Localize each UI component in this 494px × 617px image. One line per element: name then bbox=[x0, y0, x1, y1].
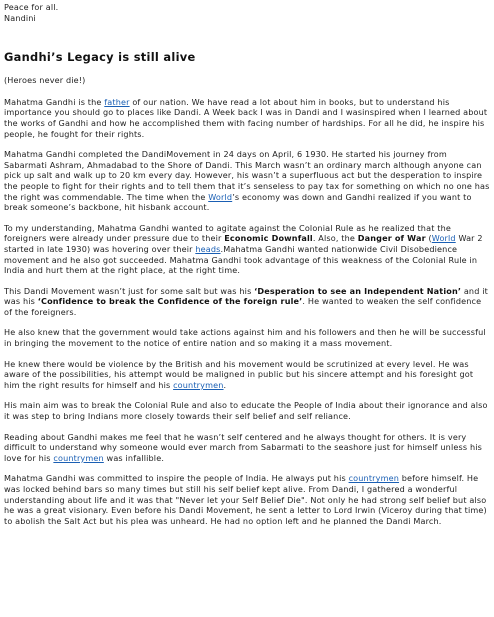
greeting-line: Peace for all. bbox=[4, 2, 59, 12]
article-subtitle: (Heroes never die!) bbox=[4, 75, 86, 86]
paragraph-text: He also knew that the government would take actions against him and his followers and then he will be successful in bringing the movement to the notice of entire nation and so making it a mass movement. bbox=[4, 327, 486, 349]
link-world[interactable]: World bbox=[431, 233, 456, 244]
link-heads[interactable]: heads bbox=[195, 243, 221, 254]
bold-text: ‘Desperation to see an Independent Nation’ bbox=[254, 285, 462, 296]
article-title: Gandhi’s Legacy is still alive bbox=[4, 50, 196, 65]
paragraph-text: of our nation. We have read a lot about him in books, but to understand his importance you should go to places like Dandi. A Week back I was in Dandi and I wasinspired when I learned about the works of Gandhi and how he accomplished them with facing number of hardships. For all he did, he inspire his people, he fought for their rights. bbox=[4, 96, 488, 139]
paragraph-2 bbox=[4, 149, 490, 213]
paragraph-text: Mahatma Gandhi is the bbox=[4, 96, 105, 107]
article-body bbox=[4, 97, 490, 527]
paragraph-text: ( bbox=[425, 233, 432, 244]
paragraph-text: This Dandi Movement wasn’t just for some salt but was his bbox=[4, 285, 255, 296]
paragraph-text: .Mahatma Gandhi wanted nationwide Civil Disobedience movement and he also got succeeded. Mahatma Gandhi took advantage of this weakness of the Colonial Rule in India and hurt them at the right place, at the right time. bbox=[4, 243, 478, 276]
paragraph-7 bbox=[4, 400, 490, 421]
paragraph-text: . He wanted to weaken the self confidence of the foreigners. bbox=[4, 296, 482, 317]
paragraph-text: Mahatma Gandhi was committed to inspire the people of India. He always put his bbox=[4, 473, 349, 484]
bold-text: Danger of War bbox=[357, 233, 426, 244]
author-name: Nandini bbox=[4, 12, 36, 23]
paragraph-text: Mahatma Gandhi completed the DandiMovement in 24 days on April, 6 1930. He started his journey from Sabarmati Ashram, Ahmadabad to the Shore of Dandi. This March wasn’t an ordinary march although anyone can pick up salt and walk up to 20 km every day. However, his wasn’t a superfluous act but the desperation to inspire the people to fight for their rights and to tell them that it’s senseless to pay tax for something on which no one has the right was commendable. The time when the bbox=[4, 149, 490, 202]
paragraph-text: War 2 started in late 1930) was hovering over their bbox=[4, 233, 483, 254]
paragraph-text: before himself. He was locked behind bars so many times but still his self belief kept alive. From Dandi, I gathered a wonderful understanding about life and it was that "Never let your Self Belief Die". Not only he had strong self belief but also he was a great visionary. Even before his Dandi Movement, he sent a letter to Lord Irwin (Viceroy during that time) to abolish the Salt Act but his plea was unheard. He had no option left and he planned the Dandi March. bbox=[4, 473, 487, 526]
paragraph-text: . Also, the bbox=[312, 233, 358, 244]
link-countrymen[interactable]: countrymen bbox=[173, 379, 224, 390]
paragraph-6 bbox=[4, 359, 490, 391]
article-page bbox=[4, 2, 490, 526]
paragraph-text: ’s economy was down and Gandhi realized if you want to break someone’s backbone, hit hisbank account. bbox=[4, 191, 472, 213]
bold-text: ‘Confidence to break the Confidence of the foreign rule’ bbox=[37, 296, 303, 307]
link-world[interactable]: World bbox=[208, 191, 233, 202]
paragraph-text: . bbox=[223, 379, 227, 390]
paragraph-3 bbox=[4, 223, 490, 276]
paragraph-9 bbox=[4, 473, 490, 526]
link-countrymen[interactable]: countrymen bbox=[53, 452, 104, 463]
paragraph-text: He knew there would be violence by the British and his movement would be scrutinized at every level. He was aware of the possibilities, his attempt would be maligned in public but his sincere attempt and his foresight got him the right results for himself and his bbox=[4, 358, 474, 390]
paragraph-1 bbox=[4, 97, 490, 139]
bold-text: Economic Downfall bbox=[224, 233, 313, 244]
paragraph-text: Reading about Gandhi makes me feel that he wasn’t self centered and he always thought for others. It is very difficult to understand why someone would ever march from Sabarmati to the seashore just for himself unless his love for his bbox=[4, 431, 482, 463]
paragraph-text: His main aim was to break the Colonial Rule and also to educate the People of India about their ignorance and also it was step to bring Indians more closely towards their self belief and self reliance. bbox=[4, 400, 488, 422]
link-countrymen[interactable]: countrymen bbox=[348, 473, 400, 484]
link-father[interactable]: father bbox=[104, 96, 130, 107]
paragraph-text: and it was his bbox=[4, 285, 488, 307]
paragraph-8 bbox=[4, 432, 490, 464]
paragraph-text: was infallible. bbox=[103, 452, 165, 463]
paragraph-4 bbox=[4, 286, 490, 318]
paragraph-text: To my understanding, Mahatma Gandhi wanted to agitate against the Colonial Rule as he realized that the foreigners were already under pressure due to their bbox=[4, 222, 451, 244]
paragraph-5 bbox=[4, 327, 490, 348]
